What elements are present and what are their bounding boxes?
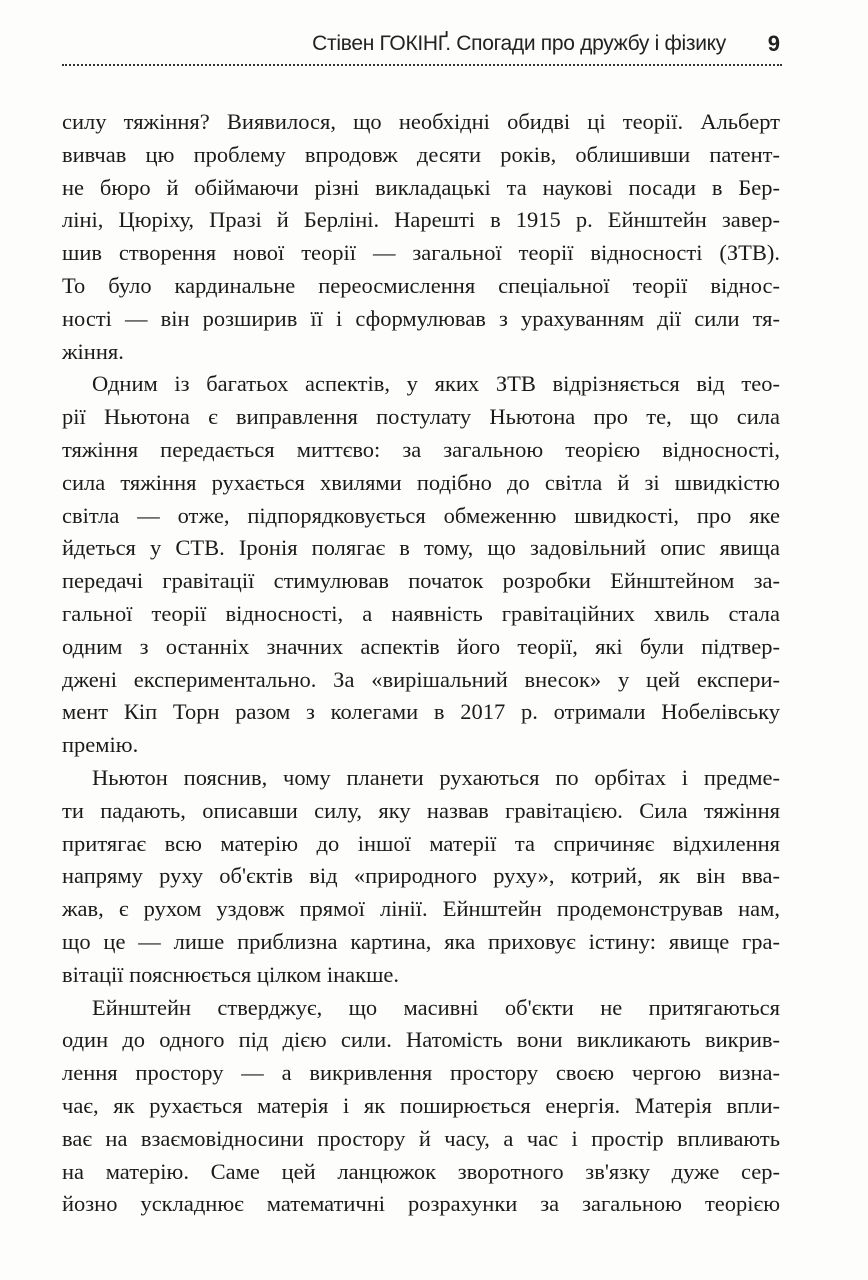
- text-line: джені експериментально. За «вирішальний внесок» у цей експери-: [62, 666, 780, 692]
- text-line: Ейнштейн стверджує, що масивні об'єкти не притягаються: [92, 994, 780, 1020]
- text-line: не бюро й обіймаючи різні викладацькі та наукові посади в Бер-: [62, 174, 780, 200]
- text-line: То було кардинальне переосмислення спеціальної теорії віднос-: [62, 272, 780, 298]
- running-header: [62, 30, 782, 66]
- text-line: йозно ускладнює математичні розрахунки за загальною теорією: [62, 1191, 780, 1217]
- paragraph: [62, 762, 780, 992]
- text-line: сила тяжіння рухається хвилями подібно до світла й зі швидкістю: [62, 469, 780, 495]
- text-line: передачі гравітації стимулював початок розробки Ейнштейном за-: [62, 568, 780, 594]
- text-line: Ньютон пояснив, чому планети рухаються по орбітах і предме-: [92, 764, 780, 790]
- text-line: вітації пояснюється цілком інакше.: [62, 961, 400, 987]
- text-line: мент Кіп Торн разом з колегами в 2017 р. отримали Нобелівську: [62, 699, 780, 725]
- text-line: шив створення нової теорії — загальної теорії відносності (ЗТВ).: [62, 240, 780, 266]
- text-line: одним з останніх значних аспектів його теорії, які були підтвер-: [62, 633, 780, 659]
- text-line: притягає всю матерію до іншої матерії та спричиняє відхилення: [62, 830, 780, 856]
- text-line: лення простору — а викривлення простору своєю чергою визна-: [62, 1060, 780, 1086]
- text-line: рії Ньютона є виправлення постулату Ньютона про те, що сила: [62, 404, 780, 430]
- text-line: йдеться у СТВ. Іронія полягає в тому, що задовільний опис явища: [62, 535, 780, 561]
- text-line: напряму руху об'єктів від «природного руху», котрий, як він вва-: [62, 863, 780, 889]
- running-title: Стівен ГОКІНҐ. Спогади про дружбу і фізику: [312, 32, 726, 55]
- text-line: премію.: [62, 732, 139, 758]
- text-line: гальної теорії відносності, а наявність гравітаційних хвиль стала: [62, 600, 780, 626]
- paragraph: [62, 992, 780, 1222]
- text-line: Одним із багатьох аспектів, у яких ЗТВ відрізняється від тео-: [92, 371, 780, 397]
- text-line: ти падають, описавши силу, яку назвав гравітацією. Сила тяжіння: [62, 797, 780, 823]
- text-line: тяжіння передається миттєво: за загальною теорією відносності,: [62, 436, 780, 462]
- page-number: 9: [767, 31, 780, 56]
- text-line: силу тяжіння? Виявилося, що необхідні обидві ці теорії. Альберт: [62, 109, 780, 134]
- text-line: вивчав цю проблему впродовж десяти років, облишивши патент-: [62, 141, 780, 167]
- paragraph: [62, 106, 780, 368]
- text-line: ліні, Цюріху, Празі й Берліні. Нарешті в 1915 р. Ейнштейн завер-: [62, 207, 780, 233]
- text-line: ності — він розширив її і сформулював з урахуванням дії сили тя-: [62, 305, 780, 331]
- paragraph: [62, 368, 780, 762]
- text-line: світла — отже, підпорядковується обмеженню швидкості, про яке: [62, 502, 780, 528]
- text-line: жіння.: [62, 338, 124, 364]
- text-line: чає, як рухається матерія і як поширюється енергія. Матерія впли-: [62, 1092, 780, 1118]
- text-line: жав, є рухом уздовж прямої лінії. Ейнштейн продемонстрував нам,: [62, 896, 780, 922]
- text-line: що це — лише приблизна картина, яка приховує істину: явище гра-: [62, 928, 780, 954]
- body-text: [62, 106, 780, 1221]
- text-line: ває на взаємовідносини простору й часу, а час і простір впливають: [62, 1125, 780, 1151]
- text-line: на матерію. Саме цей ланцюжок зворотного зв'язку дуже сер-: [62, 1158, 780, 1184]
- text-line: один до одного під дією сили. Натомість вони викликають викрив-: [62, 1027, 780, 1053]
